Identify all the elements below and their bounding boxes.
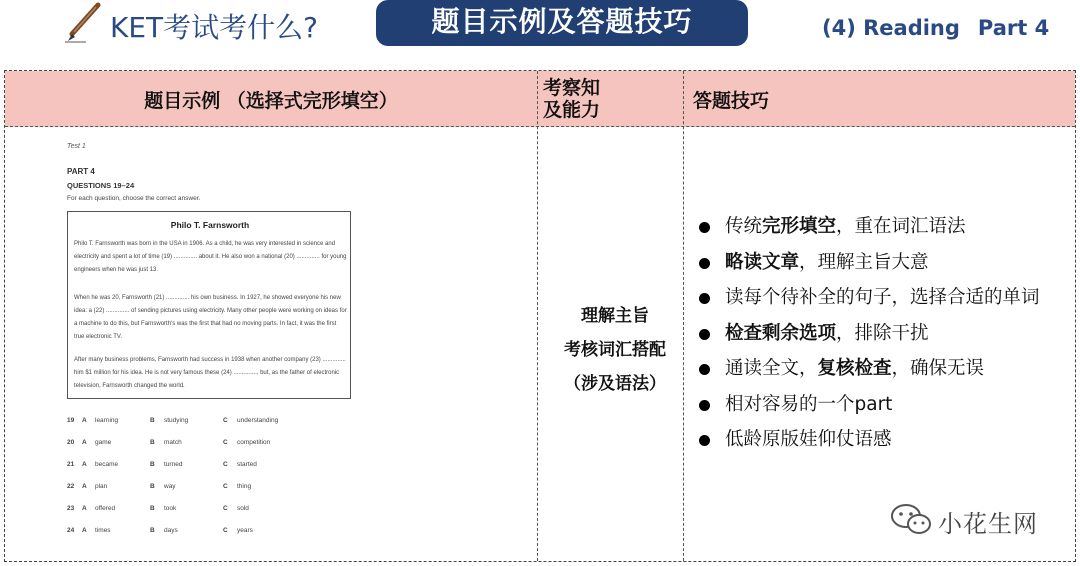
option-b: took [164, 505, 177, 512]
column-divider [537, 71, 538, 561]
option-row [67, 461, 367, 471]
option-letter: B [150, 505, 155, 512]
ability-line: 考核词汇搭配 [564, 340, 666, 360]
section-subtitle [822, 16, 1049, 40]
option-letter: B [150, 417, 155, 424]
passage-paragraph: After many business problems, Farnsworth had success in 1938 when another company (23) .............. him $1 million for his idea. He is not very famous these (24) .............., but, as the father of electronic television, Farnsworth changed the world. [74, 357, 346, 389]
option-letter: B [150, 461, 155, 468]
question-number: 19 [67, 417, 75, 424]
option-a: times [95, 527, 111, 534]
bullet-dot-icon [699, 400, 710, 411]
question-number: 22 [67, 483, 75, 490]
option-letter: C [223, 527, 228, 534]
option-letter: B [150, 439, 155, 446]
tip-item [693, 316, 1073, 352]
option-c: understanding [237, 417, 279, 424]
option-letter: C [223, 483, 228, 490]
option-letter: C [223, 417, 228, 424]
tip-text: 读每个待补全的句子，选择合适的单词 [725, 287, 1040, 308]
tip-item [693, 280, 1073, 316]
passage-paragraph: When he was 20, Farnsworth (21) .............. his own business. In 1927, he showed everyone his new idea: a (22) .............. of sending pictures using electricity. Many other people were working on ideas for a machine to do this, but Farnsworth's was the first that had no moving parts. In fact, it was the first true electronic TV. [74, 295, 347, 340]
bullet-dot-icon [699, 364, 710, 375]
ability-cell [543, 299, 687, 401]
option-a: plan [95, 483, 108, 490]
option-letter: C [223, 439, 228, 446]
option-c: thing [237, 483, 252, 490]
option-a: became [95, 461, 119, 468]
watermark [890, 500, 1070, 540]
option-b: way [164, 483, 176, 490]
ability-line: 理解主旨 [581, 306, 649, 326]
tip-item [693, 387, 1073, 423]
option-b: days [164, 527, 178, 534]
option-letter: C [223, 505, 228, 512]
option-letter: A [82, 461, 87, 468]
sheet-part-label: PART 4 [67, 167, 95, 176]
passage-box [67, 211, 351, 399]
slide-title: KET考试考什么? [110, 11, 319, 44]
tips-table [4, 70, 1076, 562]
option-letter: B [150, 527, 155, 534]
tip-text: ，理解主旨大意 [799, 251, 929, 273]
tip-text: ，重在词汇语法 [836, 216, 966, 237]
option-row [67, 483, 367, 493]
tip-bold: 略读文章 [725, 251, 800, 273]
tip-text: ，排除干扰 [836, 322, 929, 344]
slide-header [0, 0, 1080, 62]
bullet-dot-icon [699, 293, 710, 304]
tip-item [693, 245, 1073, 281]
header-example: 题目示例 （选择式完形填空） [144, 89, 398, 112]
option-c: competition [237, 439, 271, 446]
option-row [67, 439, 367, 449]
wechat-icon [890, 503, 932, 535]
option-c: sold [237, 505, 249, 512]
section-title-pill: 题目示例及答题技巧 [376, 0, 748, 46]
sheet-instruction: For each question, choose the correct answer. [67, 195, 201, 202]
question-number: 24 [67, 527, 75, 534]
tips-list [693, 209, 1073, 458]
bullet-dot-icon [699, 435, 710, 446]
option-a: game [95, 439, 112, 446]
tip-item [693, 351, 1073, 387]
fountain-pen-icon [62, 2, 104, 44]
passage-title: Philo T. Farnsworth [170, 220, 250, 230]
option-c: started [237, 461, 257, 468]
sheet-test-label: Test 1 [67, 143, 86, 150]
question-number: 23 [67, 505, 75, 512]
tip-text: 传统 [725, 216, 763, 237]
tip-text: ，确保无误 [891, 358, 985, 379]
option-b: turned [164, 461, 183, 468]
question-number: 20 [67, 439, 75, 446]
sheet-questions-label: QUESTIONS 19–24 [67, 181, 135, 190]
tip-text: 通读全文， [725, 358, 818, 379]
part-label: Part 4 [977, 16, 1050, 40]
option-letter: A [82, 505, 87, 512]
option-b: match [164, 439, 182, 446]
option-row [67, 505, 367, 515]
tip-bold: 完形填空 [762, 216, 837, 237]
reading-label: (4) Reading [822, 16, 960, 40]
option-b: studying [164, 417, 189, 424]
option-letter: A [82, 417, 87, 424]
header-ability: 考察知 及能力 [543, 77, 601, 121]
option-a: learning [95, 417, 119, 424]
tip-text: 低龄原版娃仰仗语感 [725, 429, 892, 450]
option-row [67, 527, 367, 537]
tip-item [693, 209, 1073, 245]
passage-paragraph: Philo T. Farnsworth was born in the USA in 1906. As a child, he was very interested in science and electricity and spent a lot of time (19) .............. about it. He also won a national (20) .............. for young engineers when he was just 13. [74, 241, 347, 273]
option-row [67, 417, 367, 427]
bullet-dot-icon [699, 258, 710, 269]
option-letter: A [82, 483, 87, 490]
tip-bold: 复核检查 [817, 358, 892, 379]
watermark-text: 小花生网 [938, 510, 1038, 538]
ability-line: （涉及语法） [564, 374, 666, 394]
tip-bold: 检查剩余选项 [725, 322, 837, 344]
exam-sheet-example [45, 135, 385, 555]
tip-text: 相对容易的一个part [725, 393, 893, 415]
header-tips: 答题技巧 [693, 89, 770, 112]
option-a: offered [95, 505, 116, 512]
question-number: 21 [67, 461, 75, 468]
tip-item [693, 422, 1073, 458]
option-letter: B [150, 483, 155, 490]
bullet-dot-icon [699, 329, 710, 340]
option-letter: C [223, 461, 228, 468]
option-letter: A [82, 527, 87, 534]
bullet-dot-icon [699, 222, 710, 233]
option-letter: A [82, 439, 87, 446]
option-c: years [237, 527, 253, 534]
